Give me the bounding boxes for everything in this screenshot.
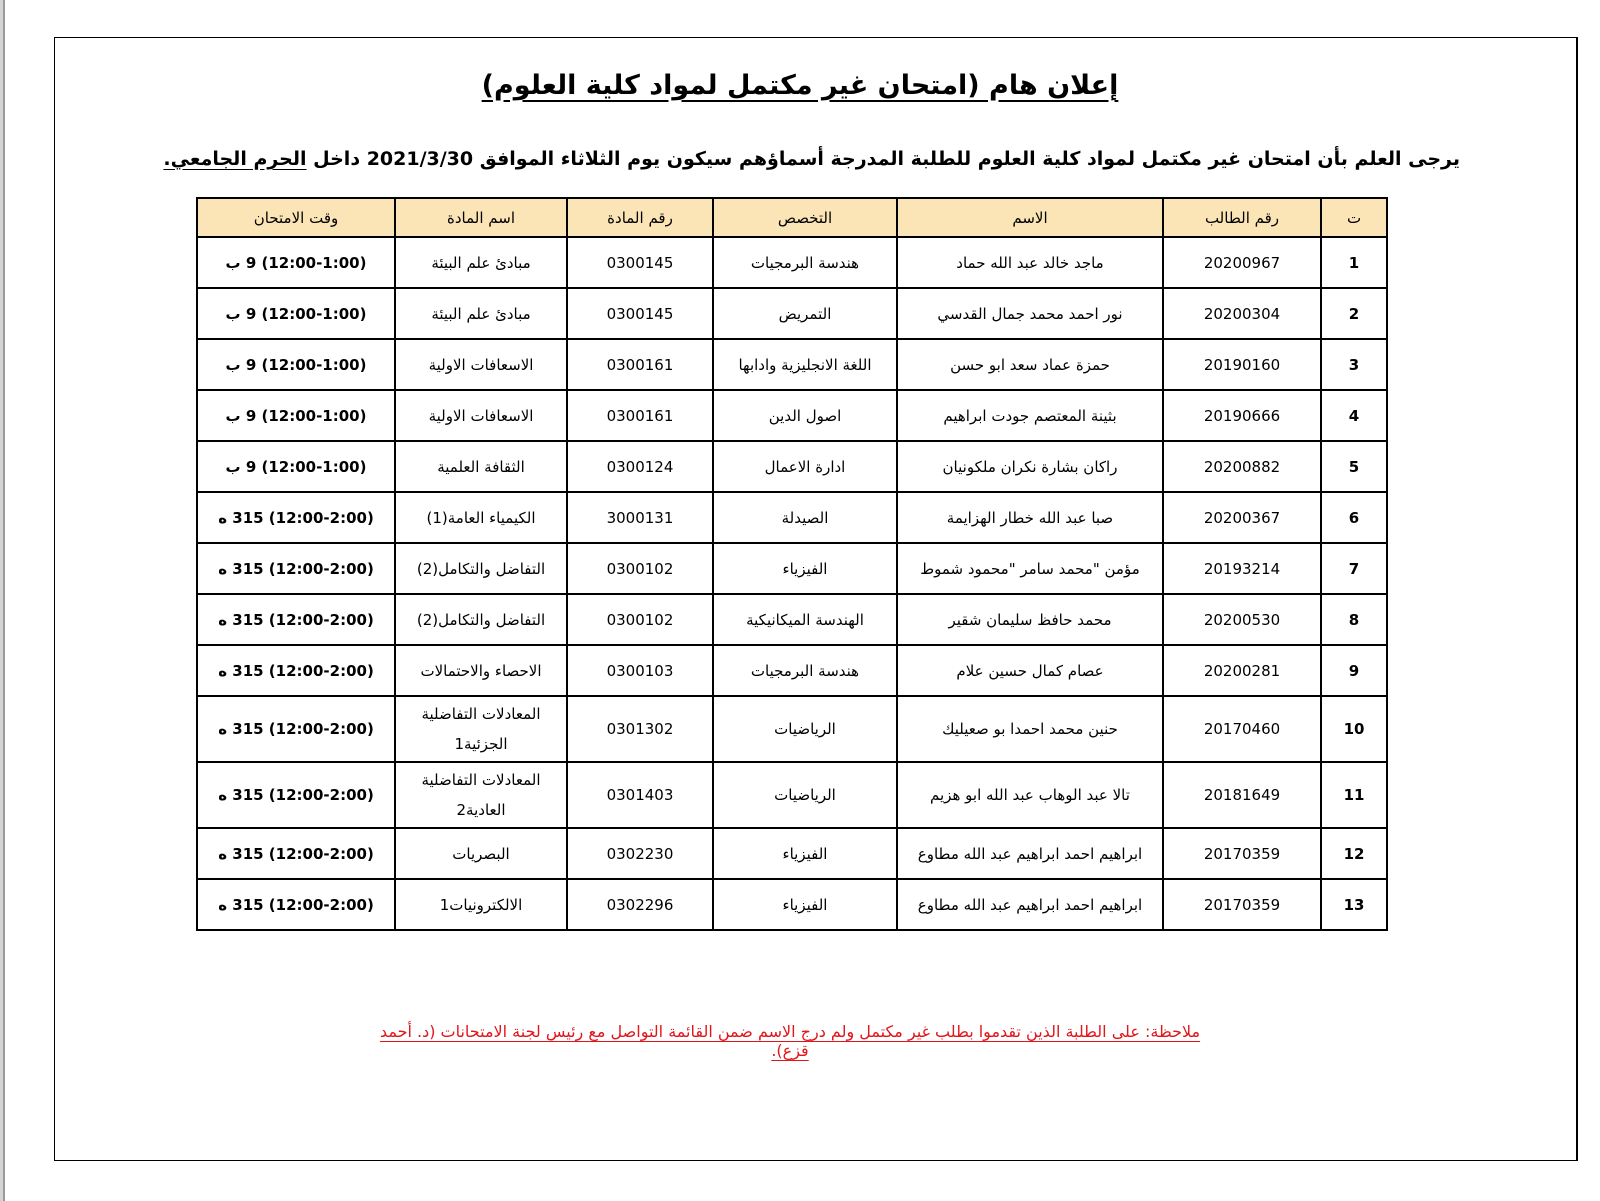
exam-time: (12:00-1:00) 9 ب <box>197 288 395 339</box>
exam-time: (12:00-1:00) 9 ب <box>197 390 395 441</box>
course-name: الاسعافات الاولية <box>395 339 567 390</box>
student-name: نور احمد محمد جمال القدسي <box>897 288 1163 339</box>
header-index: ت <box>1321 198 1387 237</box>
exam-time: (12:00-2:00) 315 ه <box>197 594 395 645</box>
student-major: اللغة الانجليزية وادابها <box>713 339 897 390</box>
header-student-id: رقم الطالب <box>1163 198 1321 237</box>
course-name <box>395 762 567 828</box>
course-code: 0300124 <box>567 441 713 492</box>
exam-time: (12:00-2:00) 315 ه <box>197 879 395 930</box>
table-row <box>197 879 1387 930</box>
row-index: 9 <box>1321 645 1387 696</box>
footer-note <box>360 1022 1220 1060</box>
table-row <box>197 390 1387 441</box>
row-index: 4 <box>1321 390 1387 441</box>
student-name: ابراهيم احمد ابراهيم عبد الله مطاوع <box>897 828 1163 879</box>
course-name: الالكترونيات1 <box>395 879 567 930</box>
viewer-left-edge <box>0 0 8 1201</box>
course-name: البصريات <box>395 828 567 879</box>
table-row <box>197 645 1387 696</box>
course-code: 0300161 <box>567 390 713 441</box>
course-name-line1: المعادلات التفاضلية <box>421 705 541 723</box>
course-code: 0300102 <box>567 594 713 645</box>
exam-time: (12:00-1:00) 9 ب <box>197 441 395 492</box>
course-code: 0302296 <box>567 879 713 930</box>
table-row <box>197 492 1387 543</box>
row-index: 7 <box>1321 543 1387 594</box>
row-index: 6 <box>1321 492 1387 543</box>
student-id: 20200967 <box>1163 237 1321 288</box>
student-name: ابراهيم احمد ابراهيم عبد الله مطاوع <box>897 879 1163 930</box>
student-major: الصيدلة <box>713 492 897 543</box>
student-name: راكان بشارة نكران ملكونيان <box>897 441 1163 492</box>
table-row <box>197 543 1387 594</box>
table-row <box>197 762 1387 828</box>
student-major: التمريض <box>713 288 897 339</box>
table-row <box>197 594 1387 645</box>
header-major: التخصص <box>713 198 897 237</box>
course-name-line2: الجزئية1 <box>454 735 508 753</box>
student-major: هندسة البرمجيات <box>713 237 897 288</box>
intro-main-text: يرجى العلم بأن امتحان غير مكتمل لمواد كلية العلوم للطلبة المدرجة أسماؤهم سيكون يوم الثلاثاء الموافق 2021/3/30 داخل <box>313 148 1460 170</box>
student-name: حمزة عماد سعد ابو حسن <box>897 339 1163 390</box>
row-index: 13 <box>1321 879 1387 930</box>
course-name-line1: المعادلات التفاضلية <box>421 771 541 789</box>
row-index: 3 <box>1321 339 1387 390</box>
header-exam-time: وقت الامتحان <box>197 198 395 237</box>
intro-campus-text: الحرم الجامعي. <box>163 148 307 170</box>
row-index: 8 <box>1321 594 1387 645</box>
student-id: 20200304 <box>1163 288 1321 339</box>
footer-note-text: ملاحظة: على الطلبة الذين تقدموا بطلب غير مكتمل ولم درج الاسم ضمن القائمة التواصل مع رئيس لجنة الامتحانات (د. أحمد قزع). <box>379 1022 1201 1060</box>
exam-time: (12:00-2:00) 315 ه <box>197 543 395 594</box>
header-course-code: رقم المادة <box>567 198 713 237</box>
row-index: 10 <box>1321 696 1387 762</box>
student-id: 20190666 <box>1163 390 1321 441</box>
student-id: 20190160 <box>1163 339 1321 390</box>
table-row <box>197 288 1387 339</box>
exam-table <box>196 197 1388 931</box>
announcement-title: إعلان هام (امتحان غير مكتمل لمواد كلية العلوم) <box>481 70 1119 101</box>
student-name: عصام كمال حسين علام <box>897 645 1163 696</box>
student-id: 20170460 <box>1163 696 1321 762</box>
student-major: الرياضيات <box>713 762 897 828</box>
student-major: الهندسة الميكانيكية <box>713 594 897 645</box>
student-major: الرياضيات <box>713 696 897 762</box>
row-index: 11 <box>1321 762 1387 828</box>
row-index: 2 <box>1321 288 1387 339</box>
exam-time: (12:00-2:00) 315 ه <box>197 492 395 543</box>
row-index: 5 <box>1321 441 1387 492</box>
student-major: اصول الدين <box>713 390 897 441</box>
course-name: التفاضل والتكامل(2) <box>395 594 567 645</box>
course-name <box>395 696 567 762</box>
course-name: الاحصاء والاحتمالات <box>395 645 567 696</box>
student-id: 20200530 <box>1163 594 1321 645</box>
student-major: الفيزياء <box>713 828 897 879</box>
table-row <box>197 441 1387 492</box>
header-course-name: اسم المادة <box>395 198 567 237</box>
exam-time: (12:00-1:00) 9 ب <box>197 237 395 288</box>
course-name: الاسعافات الاولية <box>395 390 567 441</box>
student-name: حنين محمد احمدا بو صعيليك <box>897 696 1163 762</box>
course-code: 0300161 <box>567 339 713 390</box>
student-id: 20200882 <box>1163 441 1321 492</box>
course-code: 0302230 <box>567 828 713 879</box>
student-id: 20200367 <box>1163 492 1321 543</box>
course-name: مبادئ علم البيئة <box>395 288 567 339</box>
student-id: 20170359 <box>1163 879 1321 930</box>
course-name: مبادئ علم البيئة <box>395 237 567 288</box>
student-id: 20170359 <box>1163 828 1321 879</box>
table-row <box>197 339 1387 390</box>
course-code: 0301403 <box>567 762 713 828</box>
table-row <box>197 696 1387 762</box>
course-code: 0300102 <box>567 543 713 594</box>
course-name: الثقافة العلمية <box>395 441 567 492</box>
student-name: ماجد خالد عبد الله حماد <box>897 237 1163 288</box>
course-code: 0300145 <box>567 288 713 339</box>
course-code: 0300103 <box>567 645 713 696</box>
table-row <box>197 237 1387 288</box>
table-header-row <box>197 198 1387 237</box>
exam-time: (12:00-2:00) 315 ه <box>197 645 395 696</box>
student-major: الفيزياء <box>713 543 897 594</box>
student-major: ادارة الاعمال <box>713 441 897 492</box>
course-code: 3000131 <box>567 492 713 543</box>
table-row <box>197 828 1387 879</box>
student-major: الفيزياء <box>713 879 897 930</box>
student-name: تالا عبد الوهاب عبد الله ابو هزيم <box>897 762 1163 828</box>
announcement-intro <box>80 148 1460 170</box>
student-name: مؤمن "محمد سامر "محمود شموط <box>897 543 1163 594</box>
exam-time: (12:00-2:00) 315 ه <box>197 762 395 828</box>
student-major: هندسة البرمجيات <box>713 645 897 696</box>
student-id: 20193214 <box>1163 543 1321 594</box>
header-name: الاسم <box>897 198 1163 237</box>
course-name: الكيمياء العامة(1) <box>395 492 567 543</box>
exam-time: (12:00-1:00) 9 ب <box>197 339 395 390</box>
student-name: صبا عبد الله خطار الهزايمة <box>897 492 1163 543</box>
student-name: بثينة المعتصم جودت ابراهيم <box>897 390 1163 441</box>
row-index: 1 <box>1321 237 1387 288</box>
course-code: 0301302 <box>567 696 713 762</box>
course-name-line2: العادية2 <box>456 801 506 819</box>
course-code: 0300145 <box>567 237 713 288</box>
exam-time: (12:00-2:00) 315 ه <box>197 696 395 762</box>
student-id: 20181649 <box>1163 762 1321 828</box>
exam-time: (12:00-2:00) 315 ه <box>197 828 395 879</box>
student-id: 20200281 <box>1163 645 1321 696</box>
row-index: 12 <box>1321 828 1387 879</box>
student-name: محمد حافظ سليمان شقير <box>897 594 1163 645</box>
course-name: التفاضل والتكامل(2) <box>395 543 567 594</box>
